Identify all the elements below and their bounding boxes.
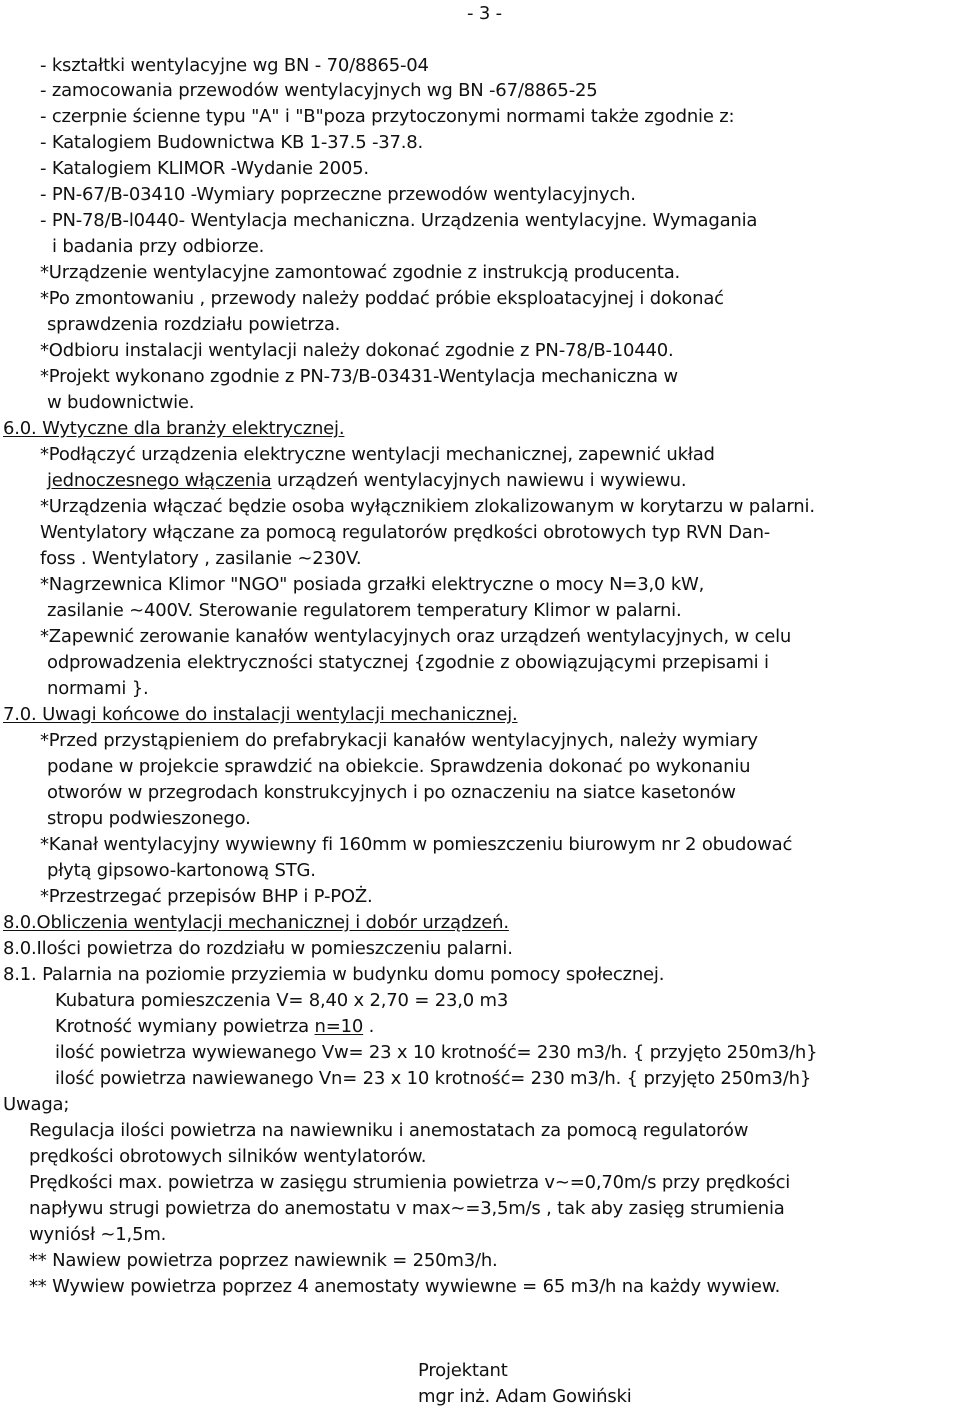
text-line: *Odbioru instalacji wentylacji należy dokonać zgodnie z PN-78/B-10440. xyxy=(40,340,674,361)
text-line: sprawdzenia rozdziału powietrza. xyxy=(47,314,341,335)
text-line: - kształtki wentylacyjne wg BN - 70/8865-04 xyxy=(40,55,429,76)
text-line: *Projekt wykonano zgodnie z PN-73/B-03431-Wentylacja mechaniczna w xyxy=(40,366,678,387)
text-line: Krotność wymiany powietrza n=10 . xyxy=(55,1016,375,1037)
text-line: - Katalogiem Budownictwa KB 1-37.5 -37.8. xyxy=(40,132,424,153)
text-line: *Przed przystąpieniem do prefabrykacji kanałów wentylacyjnych, należy wymiary xyxy=(40,730,758,751)
text-line: *Kanał wentylacyjny wywiewny fi 160mm w pomieszczeniu biurowym nr 2 obudować xyxy=(40,834,793,855)
text-line: Kubatura pomieszczenia V= 8,40 x 2,70 = 23,0 m3 xyxy=(55,990,509,1011)
text-line: Prędkości max. powietrza w zasięgu strumienia powietrza v~=0,70m/s przy prędkości xyxy=(29,1172,791,1193)
text-line: - PN-78/B-l0440- Wentylacja mechaniczna. Urządzenia wentylacyjne. Wymagania xyxy=(40,210,758,231)
text-line: Wentylatory włączane za pomocą regulatorów prędkości obrotowych typ RVN Dan- xyxy=(40,522,771,543)
text-line: - zamocowania przewodów wentylacyjnych wg BN -67/8865-25 xyxy=(40,80,598,101)
text-line: ** Wywiew powietrza poprzez 4 anemostaty wywiewne = 65 m3/h na każdy wywiew. xyxy=(29,1276,781,1297)
text-line: *Urządzenie wentylacyjne zamontować zgodnie z instrukcją producenta. xyxy=(40,262,681,283)
text-line: 8.0.Ilości powietrza do rozdziału w pomieszczeniu palarni. xyxy=(3,938,513,959)
section-heading-7: 7.0. Uwagi końcowe do instalacji wentylacji mechanicznej. xyxy=(3,704,518,725)
text-line: Regulacja ilości powietrza na nawiewniku i anemostatach za pomocą regulatorów xyxy=(29,1120,749,1141)
text-line: - PN-67/B-03410 -Wymiary poprzeczne przewodów wentylacyjnych. xyxy=(40,184,636,205)
page-number: - 3 - xyxy=(467,3,502,24)
text-line: *Nagrzewnica Klimor "NGO" posiada grzałki elektryczne o mocy N=3,0 kW, xyxy=(40,574,705,595)
text-line: ** Nawiew powietrza poprzez nawiewnik = 250m3/h. xyxy=(29,1250,498,1271)
text-line: otworów w przegrodach konstrukcyjnych i po oznaczeniu na siatce kasetonów xyxy=(47,782,736,803)
text-line: *Przestrzegać przepisów BHP i P-POŻ. xyxy=(40,886,373,907)
text-line: *Podłączyć urządzenia elektryczne wentylacji mechanicznej, zapewnić układ xyxy=(40,444,715,465)
text-line: stropu podwieszonego. xyxy=(47,808,251,829)
note-heading: Uwaga; xyxy=(3,1094,70,1115)
text-line: zasilanie ~400V. Sterowanie regulatorem temperatury Klimor w palarni. xyxy=(47,600,682,621)
text-line: napływu strugi powietrza do anemostatu v max~=3,5m/s , tak aby zasięg strumienia xyxy=(29,1198,785,1219)
text-line: jednoczesnego włączenia urządzeń wentylacyjnych nawiewu i wywiewu. xyxy=(47,470,687,491)
text-line: odprowadzenia elektryczności statycznej {zgodnie z obowiązującymi przepisami i xyxy=(47,652,769,673)
text-line: prędkości obrotowych silników wentylatorów. xyxy=(29,1146,427,1167)
text-line: i badania przy odbiorze. xyxy=(52,236,265,257)
text-line: płytą gipsowo-kartonową STG. xyxy=(47,860,316,881)
text-line: 8.1. Palarnia na poziomie przyziemia w budynku domu pomocy społecznej. xyxy=(3,964,665,985)
text-line: ilość powietrza wywiewanego Vw= 23 x 10 krotność= 230 m3/h. { przyjęto 250m3/h} xyxy=(55,1042,818,1063)
text-line: ilość powietrza nawiewanego Vn= 23 x 10 krotność= 230 m3/h. { przyjęto 250m3/h} xyxy=(55,1068,812,1089)
text-line: foss . Wentylatory , zasilanie ~230V. xyxy=(40,548,362,569)
text-line: wyniósł ~1,5m. xyxy=(29,1224,167,1245)
text-line: normami }. xyxy=(47,678,149,699)
text-line: podane w projekcie sprawdzić na obiekcie. Sprawdzenia dokonać po wykonaniu xyxy=(47,756,751,777)
text-line: - czerpnie ścienne typu "A" i "B"poza przytoczonymi normami także zgodnie z: xyxy=(40,106,735,127)
section-heading-6: 6.0. Wytyczne dla branży elektrycznej. xyxy=(3,418,345,439)
text-line: w budownictwie. xyxy=(47,392,195,413)
signature-name: mgr inż. Adam Gowiński xyxy=(418,1386,632,1407)
text-line: *Urządzenia włączać będzie osoba wyłącznikiem zlokalizowanym w korytarzu w palarni. xyxy=(40,496,815,517)
text-line: *Zapewnić zerowanie kanałów wentylacyjnych oraz urządzeń wentylacyjnych, w celu xyxy=(40,626,792,647)
signature-role: Projektant xyxy=(418,1360,508,1381)
text-line: *Po zmontowaniu , przewody należy poddać próbie eksploatacyjnej i dokonać xyxy=(40,288,724,309)
text-line: - Katalogiem KLIMOR -Wydanie 2005. xyxy=(40,158,369,179)
section-heading-8: 8.0.Obliczenia wentylacji mechanicznej i dobór urządzeń. xyxy=(3,912,509,933)
